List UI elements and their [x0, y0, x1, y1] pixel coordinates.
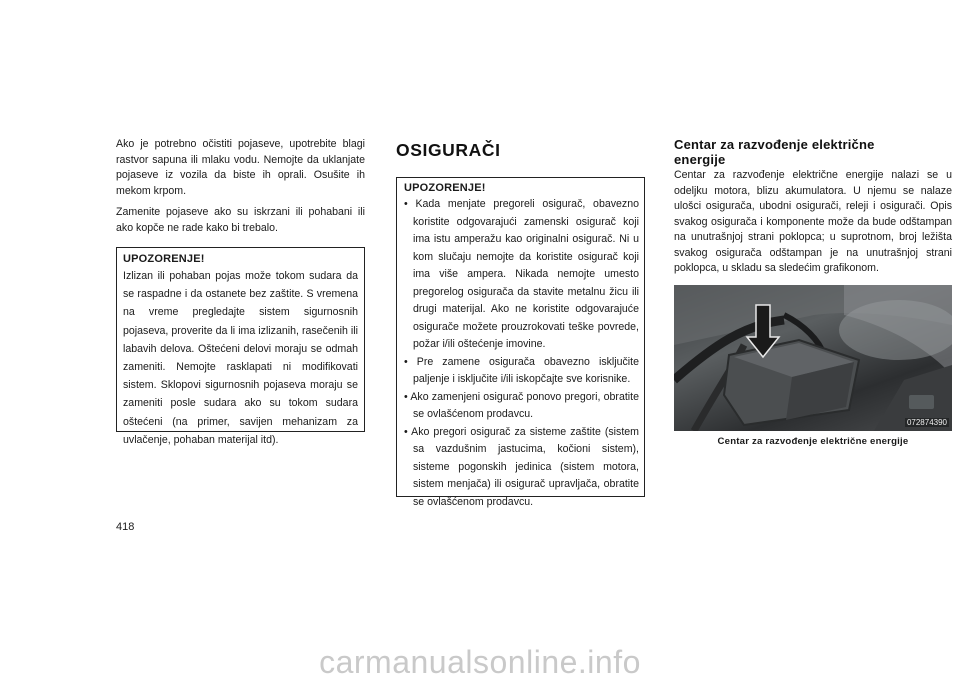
- subsection-title: [674, 138, 952, 167]
- warning-bullet: • Pre zamene osigurača obavezno isključite paljenje i isključite i/ili iskopčajte sve korisnike.: [404, 355, 639, 385]
- power-center-paragraph: Centar za razvođenje električne energije nalazi se u odeljku motora, blizu akumulatora. U njemu se nalaze ulošci osigurača, ubodni osigurači, releji i osigurači. Opis svakog osigurača i komponente može da bude odštampan na unutrašnjoj strani poklopca; u suprotnom, broj ležišta svakog osigurača odštampan je na unutrašnjoj strani poklopca, u skladu sa sledećim grafikonom.: [674, 169, 952, 274]
- replace-belts-paragraph: Zamenite pojaseve ako su iskrzani ili pohabani ili ako kopče ne rade kako bi trebalo.: [116, 206, 365, 234]
- watermark: carmanualsonline.info: [319, 644, 641, 680]
- right-column: [674, 138, 952, 447]
- subsection-title-line2: energije: [674, 151, 726, 167]
- warning-title: UPOZORENJE!: [404, 182, 486, 194]
- power-distribution-center-photo: [674, 285, 952, 431]
- fuse-warning-box: [396, 177, 645, 508]
- warning-bullet: • Kada menjate pregoreli osigurač, obavezno koristite odgovarajući zamenski osigurač koji ima istu amperažu kao originalni osigurač. Ni u kom slučaju nemojte da koristite osigurač koji ima više ampera. Nikada nemojte umesto pregorelog osigurača da stavite metalnu žicu ili drugi materijal. Ako ne koristite odgovarajuće osigurače možete prouzrokovati teške povrede, požar i/ili oštećenje imovine.: [404, 198, 639, 350]
- cleaning-paragraph: Ako je potrebno očistiti pojaseve, upotrebite blagi rastvor sapuna ili mlaku vodu. Nemojte da uklanjate pojaseve iz vozila da biste ih oprali. Osušite ih mekom krpom.: [116, 138, 365, 197]
- warning-bullet: • Ako pregori osigurač za sisteme zaštite (sistem sa vazdušnim jastucima, kočioni sistem), sisteme pogonskih jedinica (sistem motora, sistem menjača) ili osigurač upravljača, obratite se ovlašćenom prodavcu.: [404, 425, 639, 508]
- middle-column: [396, 140, 645, 508]
- figure-caption: Centar za razvođenje električne energije: [717, 435, 909, 447]
- page-number: 418: [116, 521, 135, 533]
- warning-title: UPOZORENJE!: [123, 253, 205, 265]
- figure-code: 072874390: [906, 417, 947, 427]
- seatbelt-warning-box: [116, 247, 365, 446]
- left-column: [116, 137, 365, 446]
- subsection-title-line1: Centar za razvođenje električne: [674, 137, 875, 152]
- warning-bullet-list: [404, 196, 639, 511]
- engine-bay-illustration: [674, 285, 952, 431]
- warning-text: Izlizan ili pohaban pojas može tokom sudara da se raspadne i da ostanete bez zaštite. S vremena na vreme pregledajte sistem sigurnosnih pojaseva, proverite da li ima izlizanih, rasečenih ili labavih delova. Oštećeni delovi moraju se odmah zameniti. Nemojte rasklapati ni modifikovati sistem. Sklopovi sigurnosnih pojaseva moraju se zameniti posle sudara ako su tokom sudara oštećeni (na primer, savijen mehanizam za uvlačenje, pohaban materijal itd).: [123, 270, 358, 446]
- section-title: OSIGURAČI: [396, 140, 501, 160]
- warning-bullet: • Ako zamenjeni osigurač ponovo pregori, obratite se ovlašćenom prodavcu.: [404, 390, 639, 420]
